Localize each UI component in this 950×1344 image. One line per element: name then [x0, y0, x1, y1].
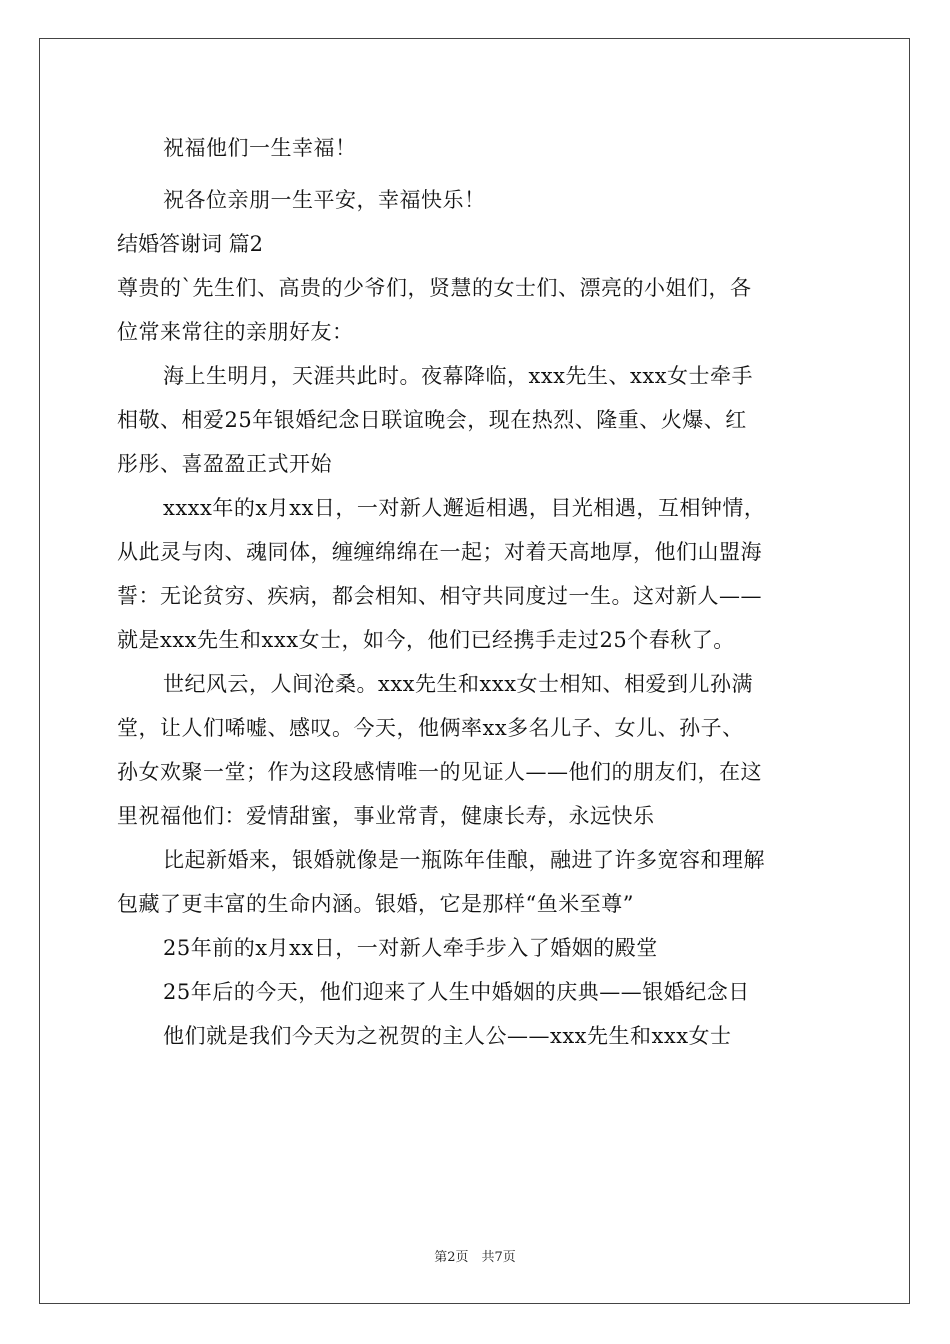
paragraph-line: 从此灵与肉、魂同体，缠缠绵绵在一起；对着天高地厚，他们山盟海	[117, 540, 762, 564]
paragraph-line: 25年前的x月xx日，一对新人牵手步入了婚姻的殿堂	[163, 936, 658, 960]
paragraph-line: 25年后的今天，他们迎来了人生中婚姻的庆典——银婚纪念日	[163, 980, 750, 1004]
page-number-footer: 第2页 共7页	[434, 1250, 516, 1265]
paragraph-line: 祝福他们一生幸福！	[163, 136, 357, 160]
paragraph-line: 堂，让人们唏嘘、感叹。今天，他俩率xx多名儿子、女儿、孙子、	[117, 716, 744, 740]
paragraph-line: 海上生明月，天涯共此时。夜幕降临，xxx先生、xxx女士牵手	[163, 364, 754, 388]
paragraph-line: 位常来常往的亲朋好友：	[117, 320, 354, 344]
paragraph-line: 祝各位亲朋一生平安，幸福快乐！	[163, 188, 486, 212]
paragraph-line: 彤彤、喜盈盈正式开始	[117, 452, 332, 476]
paragraph-line: 誓：无论贫穷、疾病，都会相知、相守共同度过一生。这对新人——	[117, 584, 762, 608]
paragraph-line: 里祝福他们：爱情甜蜜，事业常青，健康长寿，永远快乐	[117, 804, 655, 828]
paragraph-line: xxxx年的x月xx日，一对新人邂逅相遇，目光相遇，互相钟情，	[163, 496, 766, 520]
paragraph-line: 孙女欢聚一堂；作为这段感情唯一的见证人——他们的朋友们，在这	[117, 760, 762, 784]
paragraph-line: 他们就是我们今天为之祝贺的主人公——xxx先生和xxx女士	[163, 1024, 732, 1048]
paragraph-line: 就是xxx先生和xxx女士，如今，他们已经携手走过25个春秋了。	[117, 628, 735, 652]
paragraph-line: 比起新婚来，银婚就像是一瓶陈年佳酿，融进了许多宽容和理解	[163, 848, 765, 872]
paragraph-line: 世纪风云，人间沧桑。xxx先生和xxx女士相知、相爱到儿孙满	[163, 672, 754, 696]
section-heading: 结婚答谢词 篇2	[117, 232, 264, 256]
paragraph-line: 相敬、相爱25年银婚纪念日联谊晚会，现在热烈、隆重、火爆、红	[117, 408, 747, 432]
document-body	[117, 126, 837, 1058]
paragraph-line: 包藏了更丰富的生命内涵。银婚，它是那样“鱼米至尊”	[117, 892, 634, 916]
spacer	[117, 170, 837, 178]
paragraph-line: 尊贵的`先生们、高贵的少爷们，贤慧的女士们、漂亮的小姐们，各	[117, 276, 752, 300]
